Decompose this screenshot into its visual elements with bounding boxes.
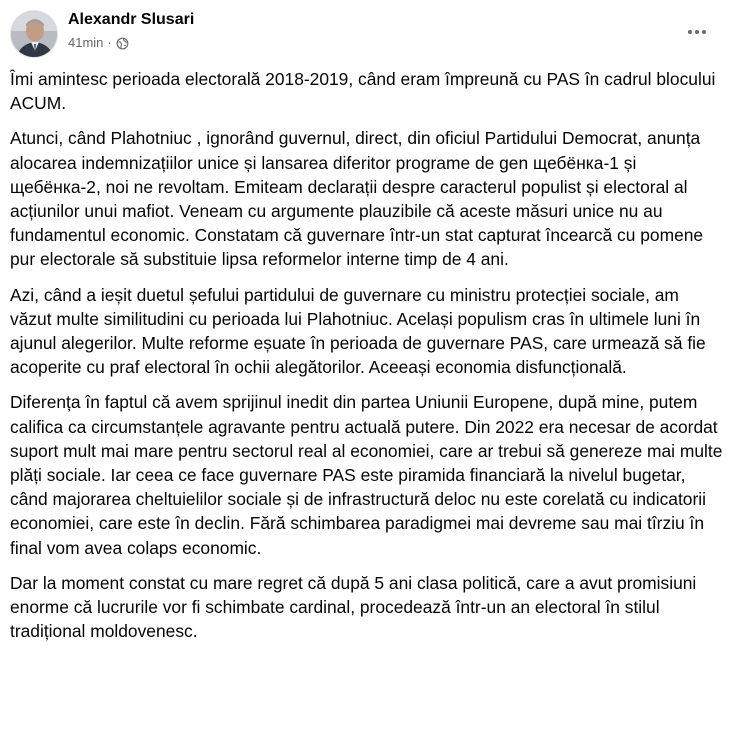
post-paragraph: Atunci, când Plahotniuc , ignorând guvernul, direct, din oficiul Partidului Democrat, anunța alocarea indemnizațiilor unice și lansarea diferitor programe de gen щебёнка-1 și щебёнка-2, noi ne revoltam. Emiteam declarații despre caracterul populist și electoral al acțiunilor unui mafiot. Veneam cu argumente plauzibile că aceste măsuri unice nu au fundamentul economic. Constatam că guvernare într-un stat capturat încearcă cu pomene pur electorale să substituie lipsa reformelor interne timp de 4 ani. — [10, 128, 704, 270]
post-paragraph: Dar la moment constat cu mare regret că după 5 ani clasa politică, care a avut promisiuni enorme că lucrurile vor fi schimbate cardinal, procedează într-un an electoral în stilul tradițional moldovenesc. — [10, 572, 697, 642]
post-body — [10, 67, 723, 654]
post-paragraph: Diferența în faptul că avem sprijinul inedit din partea Uniunii Europene, după mine, putem califica ca circumstanțele agravante pentru actuală putere. Din 2022 era necesar de acordat suport mult mai mare pentru sectorul real al economiei, care ar trebui să genereze mai multe plăți sociale. Iar ceea ce face guvernare PAS este piramida financiară la nivelul bugetar, când majorarea cheltuielilor sociale și de infrastructură deloc nu este corelată cu indicatorii economiei, care este în declin. Fără schimbarea paradigmei mai devreme sau mai tîrziu în final vom avea colaps economic. — [10, 392, 723, 558]
post-subtitle — [68, 35, 661, 51]
more-options-button[interactable] — [681, 16, 713, 48]
meta-separator: · — [107, 35, 112, 50]
more-options-icon — [688, 30, 706, 34]
person-avatar-icon — [11, 11, 58, 58]
author-name-link[interactable]: Alexandr Slusari — [68, 11, 195, 28]
author-avatar[interactable] — [10, 10, 58, 58]
post-timestamp-link[interactable]: 41min — [68, 35, 104, 50]
post-paragraph: Îmi amintesc perioada electorală 2018-2019, când eram împreună cu PAS în cadrul blocului ACUM. — [10, 69, 716, 114]
post-paragraph: Azi, când a ieșit duetul șefului partidului de guvernare cu ministru protecției sociale, am văzut multe similitudini cu perioada lui Plahotniuc. Același populism cras în ultimele luni în ajunul alegerilor. Multe reforme eșuate în perioada de guvernare PAS, care urmează să fie acoperite cu praf electoral în ochii alegătorilor. Aceeași economia disfuncțională. — [10, 284, 706, 378]
post-meta — [68, 10, 661, 51]
post-header — [10, 10, 721, 60]
globe-icon[interactable] — [116, 37, 129, 50]
